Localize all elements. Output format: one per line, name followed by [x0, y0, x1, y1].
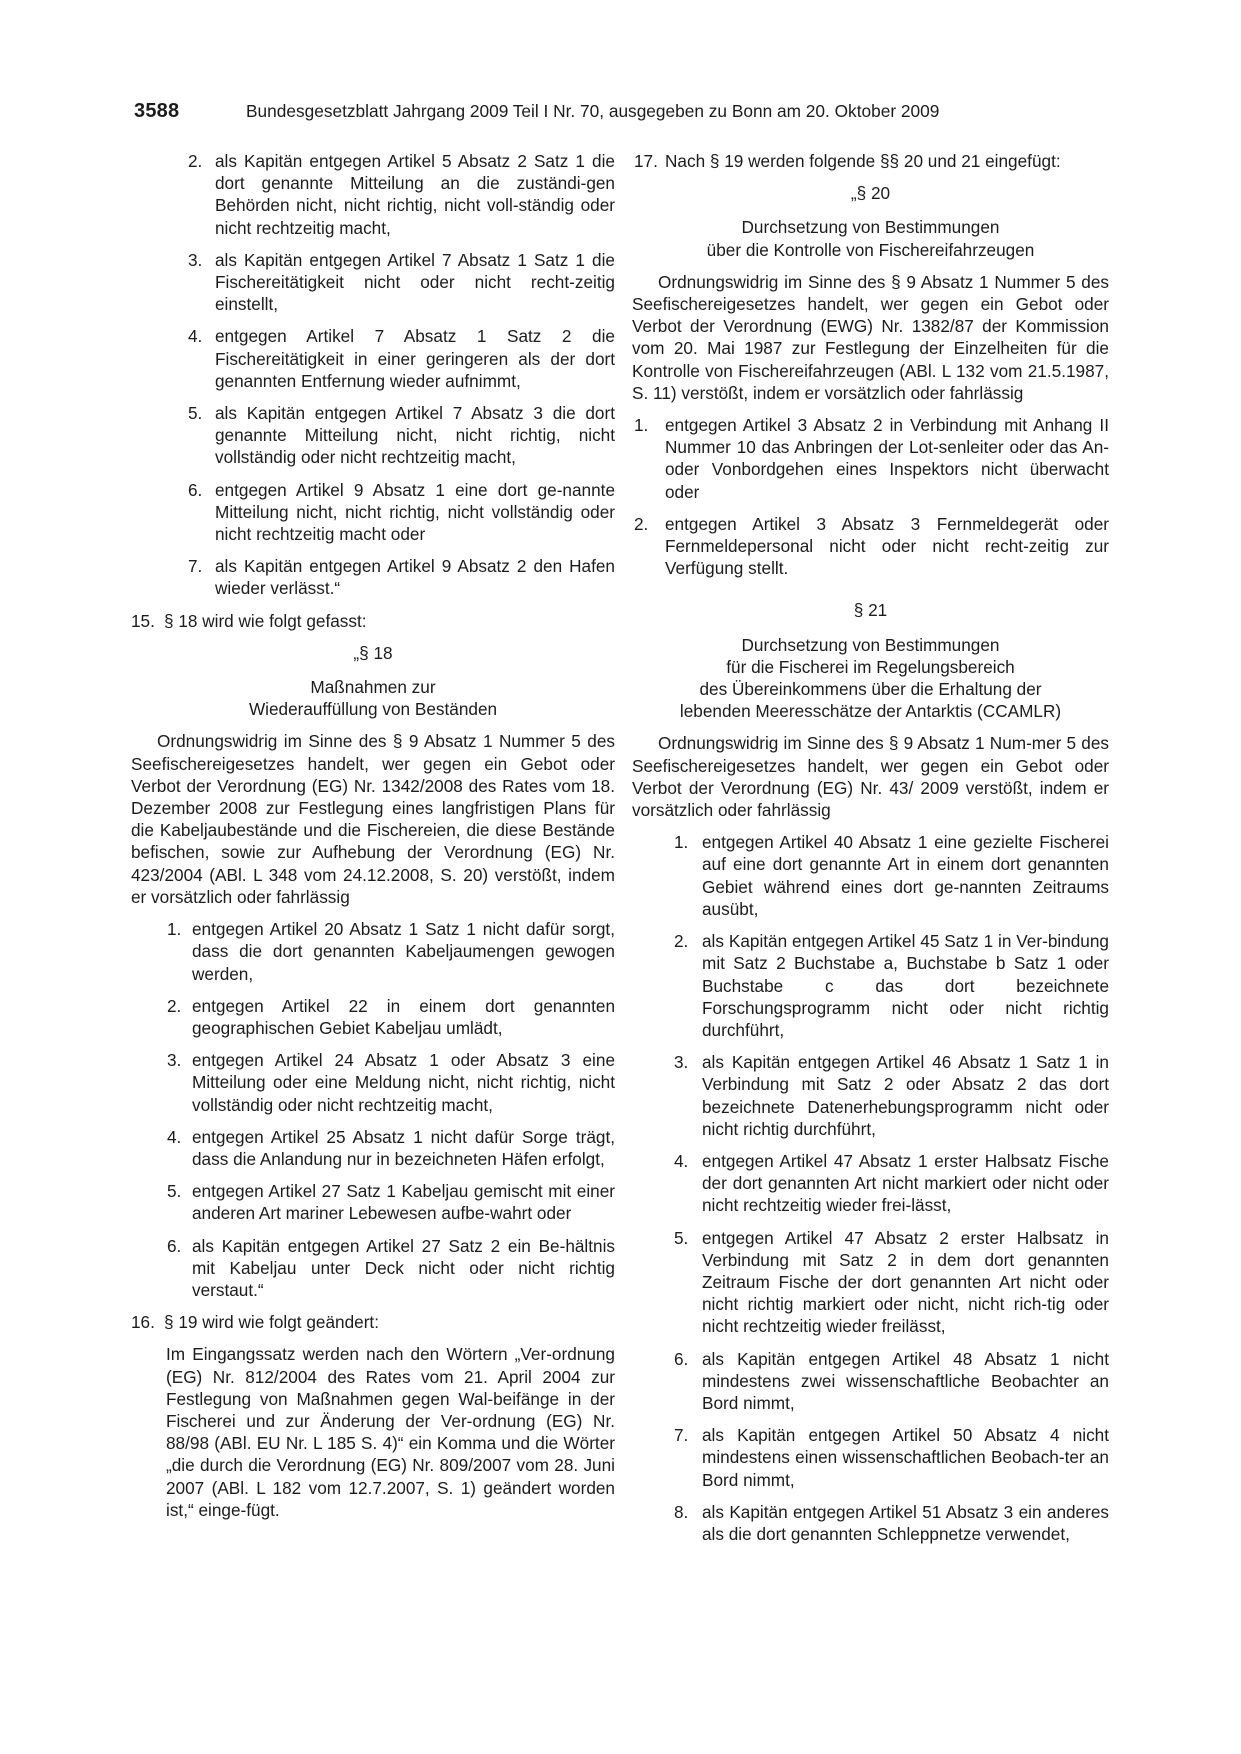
list-item: [131, 1235, 615, 1302]
item-text: entgegen Artikel 24 Absatz 1 oder Absatz 3 eine Mitteilung oder eine Meldung nicht, nicht richtig, nicht vollständig oder nicht rechtzeitig macht,: [192, 1050, 615, 1115]
section-18-items: [131, 918, 615, 1301]
list-item: [131, 479, 615, 546]
item-text: entgegen Artikel 20 Absatz 1 Satz 1 nicht dafür sorgt, dass die dort genannten Kabeljaumengen gewogen werden,: [192, 919, 615, 984]
item-text: als Kapitän entgegen Artikel 7 Absatz 1 Satz 1 die Fischereitätigkeit nicht oder nicht recht-zeitig einstellt,: [215, 249, 615, 315]
item-text: entgegen Artikel 47 Absatz 1 erster Halbsatz Fische der dort genannten Art nicht markiert oder nicht oder nicht rechtzeitig wieder frei-lässt,: [702, 1150, 1109, 1216]
item-text: entgegen Artikel 7 Absatz 1 Satz 2 die Fischereitätigkeit in einer geringeren als der dort genannten Entfernung wieder aufnimmt,: [215, 326, 615, 391]
item-text: als Kapitän entgegen Artikel 51 Absatz 3 ein anderes als die dort genannten Schleppnetze verwendet,: [702, 1501, 1109, 1544]
item-text: als Kapitän entgegen Artikel 50 Absatz 4 nicht mindestens einen wissenschaftlichen Beobach-ter an Bord nimmt,: [702, 1425, 1109, 1490]
item-text: § 18 wird wie folgt gefasst:: [164, 610, 367, 631]
section-20-items: [632, 414, 1109, 579]
item-number: 1.: [634, 415, 649, 436]
list-item: [131, 555, 615, 599]
item-number: 4.: [167, 1126, 182, 1147]
item-text: als Kapitän entgegen Artikel 7 Absatz 3 die dort genannte Mitteilung nicht, nicht richtig, nicht vollständig oder nicht rechtzeitig macht,: [215, 403, 615, 468]
item-number: 7.: [674, 1425, 689, 1446]
list-item: [131, 249, 615, 316]
item-text: entgegen Artikel 9 Absatz 1 eine dort ge-nannte Mitteilung nicht, nicht richtig, nicht vollständig oder nicht rechtzeitig macht oder: [215, 479, 615, 545]
amendment-item-16: [131, 1311, 615, 1333]
item-text: entgegen Artikel 3 Absatz 2 in Verbindung mit Anhang II Nummer 10 das Anbringen der Lot-senleiter oder das An- oder Vonbordgehen eines Inspektors nicht überwacht oder: [665, 415, 1109, 502]
section-18-paragraph: Ordnungswidrig im Sinne des § 9 Absatz 1 Nummer 5 des Seefischereigesetzes handelt, wer gegen ein Gebot oder Verbot der Verordnung (EG) Nr. 1342/2008 des Rates vom 18. Dezember 2008 zur Festlegung eines langfristigen Plans für die Kabeljaubestände und die Fischereien, die diese Bestände befischen, sowie zur Aufhebung der Verordnung (EG) Nr. 423/2004 (ABl. L 348 vom 24.12.2008, S. 20) verstößt, indem er vorsätzlich oder fahrlässig: [131, 731, 615, 907]
item-number: 17.: [634, 151, 658, 171]
list-item: [131, 1126, 615, 1170]
item-number: 5.: [167, 1181, 182, 1202]
list-item: [131, 918, 615, 985]
list-item: [632, 1227, 1109, 1338]
right-column: [632, 150, 1109, 1555]
section-21-title-line: für die Fischerei im Regelungsbereich: [726, 656, 1015, 677]
amendment-item-17: [632, 150, 1109, 172]
amendment-item-15: [131, 610, 615, 632]
item-number: 3.: [188, 249, 203, 270]
item-text: als Kapitän entgegen Artikel 5 Absatz 2 Satz 1 die dort genannte Mitteilung an die zuständi-gen Behörden nicht, nicht richtig, nicht voll-ständig oder nicht rechtzeitig macht,: [215, 151, 615, 238]
item-text: als Kapitän entgegen Artikel 46 Absatz 1 Satz 1 in Verbindung mit Satz 2 oder Absatz 2 das dort bezeichnete Datenerhebungsprogramm nicht oder nicht richtig durchführt,: [702, 1052, 1109, 1139]
item-number: 6.: [674, 1348, 689, 1369]
item-text: entgegen Artikel 25 Absatz 1 nicht dafür Sorge trägt, dass die Anlandung nur in bezeichneten Häfen erfolgt,: [192, 1126, 615, 1169]
item-text: § 19 wird wie folgt geändert:: [164, 1312, 379, 1333]
left-column: [131, 150, 615, 1531]
list-item: [632, 513, 1109, 580]
section-21-title-line: lebenden Meeresschätze der Antarktis (CCAMLR): [679, 701, 1062, 722]
list-item: [632, 1150, 1109, 1217]
item-number: 4.: [188, 326, 203, 347]
item-number: 1.: [167, 919, 182, 940]
item-text: entgegen Artikel 47 Absatz 2 erster Halbsatz in Verbindung mit Satz 2 in dem dort genannten Zeitraum Fische der dort genannten Art nicht oder nicht richtig markiert oder nicht, nicht rich-tig oder nicht rechtzeitig wieder freilässt,: [702, 1227, 1109, 1337]
amendment-16-paragraph: Im Eingangssatz werden nach den Wörtern „Ver-ordnung (EG) Nr. 812/2004 des Rates vom 21. April 2004 zur Festlegung von Maßnahmen gegen Wal-beifänge in der Fischerei und zur Änderung der Ver-ordnung (EG) Nr. 88/98 (ABl. EU Nr. L 185 S. 4)“ ein Komma und die Wörter „die durch die Verordnung (EG) Nr. 809/2007 vom 28. Juni 2007 (ABl. L 182 vom 12.7.2007, S. 1) geändert worden ist,“ einge-fügt.: [166, 1344, 615, 1520]
section-20-title-line: über die Kontrolle von Fischereifahrzeugen: [706, 239, 1035, 260]
item-number: 3.: [167, 1050, 182, 1071]
list-item: [632, 1051, 1109, 1140]
section-21-paragraph: Ordnungswidrig im Sinne des § 9 Absatz 1 Num-mer 5 des Seefischereigesetzes handelt, wer gegen ein Gebot oder Verbot der Verordnung (EG) Nr. 43/ 2009 verstößt, indem er vorsätzlich oder fahrlässig: [632, 733, 1109, 821]
list-item: [131, 1180, 615, 1224]
item-text: als Kapitän entgegen Artikel 27 Satz 2 ein Be-hältnis mit Kabeljau unter Deck nicht oder nicht richtig verstaut.“: [192, 1235, 615, 1300]
item-number: 6.: [188, 479, 203, 500]
section-21-items: [632, 831, 1109, 1545]
item-number: 8.: [674, 1501, 689, 1522]
list-item: [632, 831, 1109, 920]
section-20-paragraph: Ordnungswidrig im Sinne des § 9 Absatz 1 Nummer 5 des Seefischereigesetzes handelt, wer gegen ein Gebot oder Verbot der Verordnung (EWG) Nr. 1382/87 der Kommission vom 20. Mai 1987 zur Festlegung der Einzelheiten für die Kontrolle von Fischereifahrzeugen (ABl. L 132 vom 21.5.1987, S. 11) verstößt, indem er vorsätzlich oder fahrlässig: [632, 271, 1109, 403]
page-number: 3588: [134, 100, 180, 122]
item-number: 7.: [188, 556, 203, 577]
item-text: entgegen Artikel 3 Absatz 3 Fernmeldegerät oder Fernmeldepersonal nicht oder nicht recht-zeitig zur Verfügung stellt.: [665, 513, 1109, 579]
list-item: [131, 1049, 615, 1116]
amendment-14-items: [131, 150, 615, 600]
item-text: entgegen Artikel 22 in einem dort genannten geographischen Gebiet Kabeljau umlädt,: [192, 995, 615, 1038]
item-number: 2.: [674, 931, 689, 952]
item-number: 2.: [634, 513, 649, 534]
item-number: 6.: [167, 1235, 182, 1256]
section-21-heading: § 21: [853, 600, 888, 621]
item-number: 16.: [131, 1312, 155, 1333]
item-number: 4.: [674, 1150, 689, 1171]
item-text: als Kapitän entgegen Artikel 48 Absatz 1 nicht mindestens zwei wissenschaftliche Beobachter an Bord nimmt,: [702, 1348, 1109, 1413]
item-number: 2.: [167, 995, 182, 1016]
item-number: 1.: [674, 832, 689, 853]
item-text: als Kapitän entgegen Artikel 9 Absatz 2 den Hafen wieder verlässt.“: [215, 556, 615, 599]
item-text: entgegen Artikel 27 Satz 1 Kabeljau gemischt mit einer anderen Art mariner Lebewesen aufbe-wahrt oder: [192, 1181, 615, 1224]
item-number: 5.: [188, 403, 203, 424]
section-18-title-line: Maßnahmen zur: [310, 677, 436, 698]
item-text: Nach § 19 werden folgende §§ 20 und 21 eingefügt:: [665, 151, 1061, 171]
list-item: [632, 1424, 1109, 1491]
list-item: [131, 995, 615, 1039]
section-20-heading: „§ 20: [850, 183, 891, 204]
list-item: [131, 150, 615, 239]
item-number: 2.: [188, 151, 203, 171]
section-18-heading: „§ 18: [353, 642, 393, 663]
list-item: [632, 414, 1109, 503]
item-number: 3.: [674, 1052, 689, 1073]
section-18-title-line: Wiederauffüllung von Beständen: [248, 699, 498, 720]
section-21-title-line: Durchsetzung von Bestimmungen: [741, 634, 1000, 655]
item-number: 15.: [131, 610, 155, 631]
running-head: Bundesgesetzblatt Jahrgang 2009 Teil I Nr. 70, ausgegeben zu Bonn am 20. Oktober 2009: [246, 101, 940, 121]
item-text: entgegen Artikel 40 Absatz 1 eine gezielte Fischerei auf eine dort genannte Art in einem dort genannten Gebiet während eines dort ge-nannten Zeitraums ausübt,: [702, 832, 1109, 919]
list-item: [131, 325, 615, 392]
list-item: [632, 1501, 1109, 1545]
list-item: [632, 930, 1109, 1041]
item-text: als Kapitän entgegen Artikel 45 Satz 1 in Ver-bindung mit Satz 2 Buchstabe a, Buchstabe b Satz 1 oder Buchstabe c das dort bezeichnete Forschungsprogramm nicht oder nicht richtig durchführt,: [702, 931, 1109, 1040]
section-20-title-line: Durchsetzung von Bestimmungen: [741, 217, 1000, 238]
list-item: [632, 1348, 1109, 1415]
list-item: [131, 402, 615, 469]
item-number: 5.: [674, 1227, 689, 1248]
section-21-title-line: des Übereinkommens über die Erhaltung der: [699, 679, 1042, 700]
